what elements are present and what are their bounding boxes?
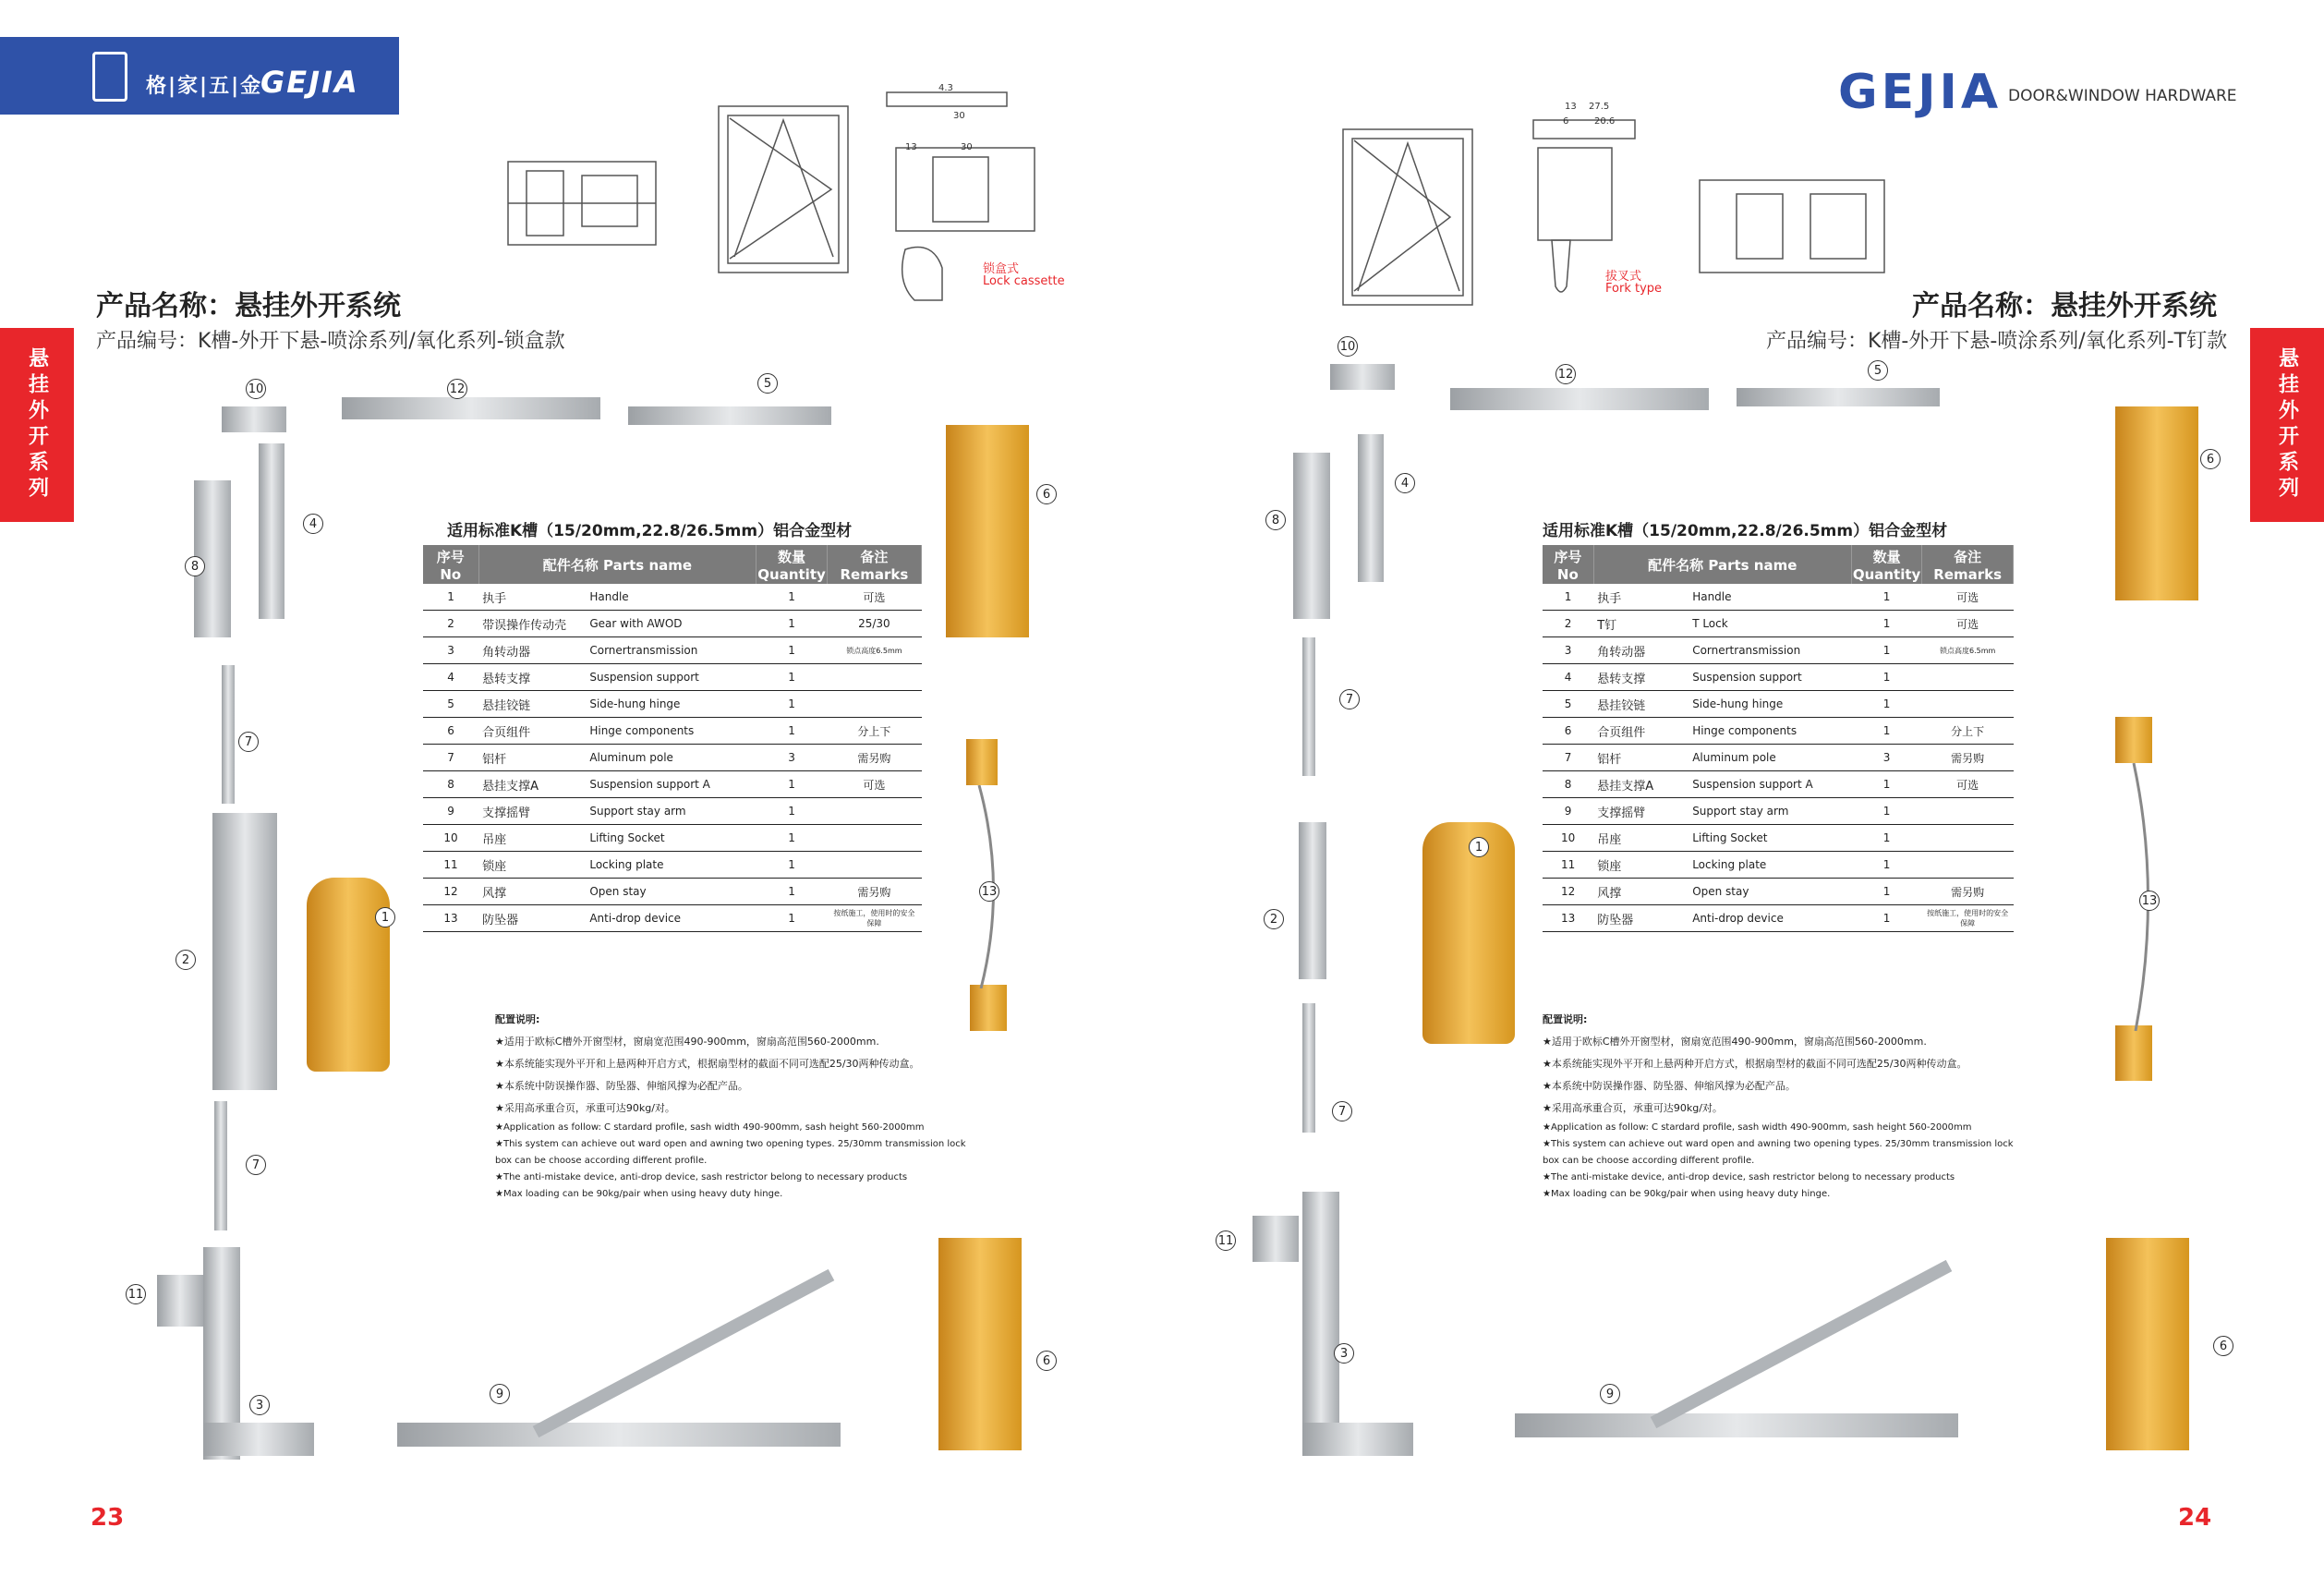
note-line: ★采用高承重合页，承重可达90kg/对。 bbox=[495, 1102, 675, 1114]
cell-qty: 1 bbox=[757, 905, 827, 932]
brand-logo-right: GEJIA bbox=[1838, 65, 2003, 120]
cell-name-en: Hinge components bbox=[1689, 718, 1851, 745]
callout-9: 9 bbox=[1600, 1384, 1620, 1404]
cell-qty: 1 bbox=[757, 798, 827, 825]
drawing-note-cn: 拔叉式 bbox=[1605, 270, 1642, 284]
cell-name-cn: 支撑摇臂 bbox=[478, 798, 586, 825]
cell-qty: 1 bbox=[1851, 852, 1921, 879]
cell-remarks: 需另购 bbox=[827, 879, 921, 905]
cell-remarks bbox=[1922, 825, 2014, 852]
table-row bbox=[1543, 879, 2014, 905]
cell-remarks: 按纸施工，使用时的安全保障 bbox=[1922, 905, 2014, 932]
dim-label: 13 bbox=[1565, 102, 1577, 112]
table-row bbox=[423, 798, 922, 825]
hinge-components-image bbox=[938, 1238, 1022, 1450]
note-line-en: ★The anti-mistake device, anti-drop device, sash restrictor belong to necessary products bbox=[1543, 1172, 1955, 1182]
callout-11: 11 bbox=[1216, 1230, 1236, 1251]
cell-name-cn: 风撑 bbox=[478, 879, 586, 905]
technical-drawing-right bbox=[1330, 92, 1921, 333]
note-line: ★采用高承重合页，承重可达90kg/对。 bbox=[1543, 1102, 1723, 1114]
spec-title-right: 适用标准K槽（15/20mm,22.8/26.5mm）铝合金型材 bbox=[1543, 522, 1948, 540]
note-line: ★本系统能实现外平开和上悬两种开启方式，根据扇型材的截面不同可选配25/30两种传动盒。 bbox=[1543, 1058, 1967, 1070]
parts-table-left bbox=[423, 545, 922, 932]
cell-no: 7 bbox=[1543, 745, 1593, 771]
cell-no: 13 bbox=[423, 905, 478, 932]
col-name: 配件名称 Parts name bbox=[478, 545, 757, 584]
note-line: ★本系统能实现外平开和上悬两种开启方式，根据扇型材的截面不同可选配25/30两种传动盒。 bbox=[495, 1058, 920, 1070]
cell-name-en: Suspension support A bbox=[1689, 771, 1851, 798]
cell-no: 1 bbox=[423, 584, 478, 611]
cell-remarks bbox=[1922, 798, 2014, 825]
cell-name-en: T Lock bbox=[1689, 611, 1851, 637]
note-line-en: ★This system can achieve out ward open and awning two opening types. 25/30mm transmission lock box can be choose according different profile. bbox=[1543, 1139, 2014, 1166]
table-row bbox=[423, 637, 922, 664]
gear-awod-image bbox=[212, 813, 277, 1090]
cell-name-en: Locking plate bbox=[1689, 852, 1851, 879]
cell-qty: 1 bbox=[1851, 771, 1921, 798]
page-number-left: 23 bbox=[91, 1504, 125, 1532]
suspension-support-a-image bbox=[1293, 453, 1330, 619]
callout-5: 5 bbox=[757, 373, 778, 394]
cell-name-cn: 执手 bbox=[1593, 584, 1689, 611]
cell-name-cn: 锁座 bbox=[1593, 852, 1689, 879]
cell-name-en: Lifting Socket bbox=[1689, 825, 1851, 852]
cell-name-cn: 执手 bbox=[478, 584, 586, 611]
note-line-en: ★This system can achieve out ward open and awning two opening types. 25/30mm transmission lock box can be choose according different profile. bbox=[495, 1139, 966, 1166]
cell-remarks: 锁点高度6.5mm bbox=[827, 637, 921, 664]
cell-remarks: 可选 bbox=[1922, 771, 2014, 798]
table-row bbox=[1543, 637, 2014, 664]
spec-title-left: 适用标准K槽（15/20mm,22.8/26.5mm）铝合金型材 bbox=[447, 522, 853, 540]
logo-en: GEJIA bbox=[260, 65, 359, 100]
callout-7: 7 bbox=[246, 1155, 266, 1175]
config-notes-left bbox=[495, 1009, 975, 1203]
page-title-right: 产品名称：悬挂外开系统 bbox=[1912, 290, 2217, 322]
callout-12: 12 bbox=[447, 379, 467, 399]
support-stay-arm-link bbox=[1635, 1256, 1967, 1432]
aluminum-pole-image bbox=[1302, 637, 1315, 776]
col-qty: 数量 Quantity bbox=[757, 545, 827, 584]
aluminum-pole-image bbox=[214, 1101, 227, 1230]
callout-13: 13 bbox=[2139, 891, 2160, 911]
cell-qty: 3 bbox=[757, 745, 827, 771]
cell-name-en: Open stay bbox=[1689, 879, 1851, 905]
aluminum-pole-image bbox=[222, 665, 235, 804]
dim-label: 30 bbox=[961, 142, 973, 152]
col-qty: 数量 Quantity bbox=[1851, 545, 1921, 584]
dim-label: 6 bbox=[1563, 116, 1569, 127]
cell-name-en: Locking plate bbox=[586, 852, 756, 879]
table-row bbox=[423, 745, 922, 771]
cell-no: 10 bbox=[423, 825, 478, 852]
callout-9: 9 bbox=[490, 1384, 510, 1404]
table-row bbox=[1543, 718, 2014, 745]
callout-6: 6 bbox=[1036, 1351, 1057, 1371]
cell-no: 4 bbox=[423, 664, 478, 691]
page-number-right: 24 bbox=[2178, 1504, 2212, 1532]
cell-no: 7 bbox=[423, 745, 478, 771]
col-remarks: 备注 Remarks bbox=[1922, 545, 2014, 584]
callout-6: 6 bbox=[2200, 449, 2221, 469]
callout-12: 12 bbox=[1555, 364, 1576, 384]
cell-no: 12 bbox=[1543, 879, 1593, 905]
callout-3: 3 bbox=[1334, 1343, 1354, 1364]
note-line: ★适用于欧标C槽外开窗型材，窗扇宽范围490-900mm，窗扇高范围560-2000mm. bbox=[495, 1036, 879, 1048]
callout-4: 4 bbox=[1395, 473, 1415, 493]
cell-qty: 1 bbox=[1851, 798, 1921, 825]
cell-no: 8 bbox=[423, 771, 478, 798]
dim-label: 27.5 bbox=[1589, 102, 1610, 112]
cell-no: 2 bbox=[1543, 611, 1593, 637]
table-row bbox=[423, 691, 922, 718]
callout-13: 13 bbox=[979, 881, 999, 902]
cell-qty: 1 bbox=[757, 637, 827, 664]
table-row bbox=[423, 825, 922, 852]
open-stay-image bbox=[1450, 388, 1709, 410]
callout-2: 2 bbox=[176, 950, 196, 970]
cell-qty: 1 bbox=[1851, 664, 1921, 691]
cell-no: 11 bbox=[423, 852, 478, 879]
cell-no: 6 bbox=[1543, 718, 1593, 745]
cell-name-cn: 铝杆 bbox=[478, 745, 586, 771]
hinge-components-image bbox=[946, 425, 1029, 637]
cell-name-en: Aluminum pole bbox=[1689, 745, 1851, 771]
notes-heading: 配置说明: bbox=[495, 1013, 540, 1025]
cell-remarks: 可选 bbox=[827, 771, 921, 798]
cell-name-en: Open stay bbox=[586, 879, 756, 905]
note-line-en: ★Max loading can be 90kg/pair when using heavy duty hinge. bbox=[495, 1189, 783, 1199]
note-line-en: ★Application as follow: C stardard profile, sash width 490-900mm, sash height 560-2000mm bbox=[1543, 1122, 1972, 1133]
callout-5: 5 bbox=[1868, 360, 1888, 381]
brand-subtitle: DOOR&WINDOW HARDWARE bbox=[2008, 87, 2237, 105]
anti-drop-device-image bbox=[966, 739, 998, 785]
cell-remarks bbox=[827, 825, 921, 852]
cell-qty: 1 bbox=[1851, 691, 1921, 718]
cell-qty: 1 bbox=[757, 771, 827, 798]
cell-no: 13 bbox=[1543, 905, 1593, 932]
logo-cn: 格|家|五|金 bbox=[146, 75, 263, 98]
cell-name-en: Cornertransmission bbox=[586, 637, 756, 664]
cell-qty: 3 bbox=[1851, 745, 1921, 771]
table-row bbox=[423, 611, 922, 637]
cell-no: 9 bbox=[423, 798, 478, 825]
side-hung-hinge-image bbox=[628, 406, 831, 425]
cell-remarks bbox=[1922, 852, 2014, 879]
callout-4: 4 bbox=[303, 514, 323, 534]
cell-qty: 1 bbox=[757, 718, 827, 745]
cell-name-en: Support stay arm bbox=[1689, 798, 1851, 825]
cell-remarks: 需另购 bbox=[1922, 879, 2014, 905]
callout-10: 10 bbox=[246, 379, 266, 399]
table-row bbox=[1543, 905, 2014, 932]
cell-qty: 1 bbox=[757, 691, 827, 718]
callout-3: 3 bbox=[249, 1395, 270, 1415]
table-row bbox=[1543, 798, 2014, 825]
cell-name-en: Suspension support A bbox=[586, 771, 756, 798]
cell-no: 8 bbox=[1543, 771, 1593, 798]
suspension-support-image bbox=[259, 443, 284, 619]
callout-2: 2 bbox=[1264, 909, 1284, 929]
callout-7: 7 bbox=[1332, 1101, 1352, 1121]
drawing-note-en: Lock cassette bbox=[983, 274, 1065, 288]
cell-qty: 1 bbox=[1851, 879, 1921, 905]
cell-remarks: 可选 bbox=[827, 584, 921, 611]
cell-remarks: 锁点高度6.5mm bbox=[1922, 637, 2014, 664]
cell-no: 3 bbox=[423, 637, 478, 664]
suspension-support-image bbox=[1358, 434, 1384, 582]
cell-no: 6 bbox=[423, 718, 478, 745]
cell-name-cn: 悬挂铰链 bbox=[478, 691, 586, 718]
dim-label: 13 bbox=[905, 142, 917, 152]
locking-plate-image bbox=[157, 1275, 203, 1327]
col-name: 配件名称 Parts name bbox=[1593, 545, 1851, 584]
anti-drop-device-image bbox=[970, 985, 1007, 1031]
cell-remarks bbox=[827, 798, 921, 825]
callout-1: 1 bbox=[1469, 837, 1489, 857]
t-lock-image bbox=[1299, 822, 1326, 979]
cell-qty: 1 bbox=[757, 664, 827, 691]
table-row bbox=[1543, 825, 2014, 852]
cell-no: 10 bbox=[1543, 825, 1593, 852]
cell-no: 5 bbox=[423, 691, 478, 718]
table-row bbox=[1543, 771, 2014, 798]
cell-remarks: 需另购 bbox=[827, 745, 921, 771]
cell-name-en: Gear with AWOD bbox=[586, 611, 756, 637]
cell-remarks: 25/30 bbox=[827, 611, 921, 637]
side-tab-right: 悬挂外开系列 bbox=[2250, 328, 2324, 522]
cell-name-en: Handle bbox=[586, 584, 756, 611]
anti-drop-device-image bbox=[2115, 717, 2152, 763]
callout-11: 11 bbox=[126, 1284, 146, 1304]
corner-transmission-image bbox=[1302, 1192, 1339, 1450]
cell-name-en: Lifting Socket bbox=[586, 825, 756, 852]
note-line-en: ★The anti-mistake device, anti-drop device, sash restrictor belong to necessary products bbox=[495, 1172, 908, 1182]
table-row bbox=[1543, 611, 2014, 637]
cell-name-cn: 风撑 bbox=[1593, 879, 1689, 905]
table-row bbox=[1543, 852, 2014, 879]
cell-no: 5 bbox=[1543, 691, 1593, 718]
cell-qty: 1 bbox=[1851, 637, 1921, 664]
cell-name-en: Anti-drop device bbox=[1689, 905, 1851, 932]
brand-header-left bbox=[0, 37, 399, 115]
table-row bbox=[1543, 745, 2014, 771]
table-header-row bbox=[1543, 545, 2014, 584]
cell-no: 3 bbox=[1543, 637, 1593, 664]
cell-qty: 1 bbox=[1851, 584, 1921, 611]
side-tab-left: 悬挂外开系列 bbox=[0, 328, 74, 522]
table-row bbox=[1543, 584, 2014, 611]
cell-name-cn: 角转动器 bbox=[478, 637, 586, 664]
locking-plate-image bbox=[1253, 1216, 1299, 1262]
cell-name-en: Anti-drop device bbox=[586, 905, 756, 932]
anti-drop-device-image bbox=[2115, 1025, 2152, 1081]
notes-heading: 配置说明: bbox=[1543, 1013, 1588, 1025]
cell-name-en: Suspension support bbox=[1689, 664, 1851, 691]
table-row bbox=[423, 905, 922, 932]
cell-no: 11 bbox=[1543, 852, 1593, 879]
col-remarks: 备注 Remarks bbox=[827, 545, 921, 584]
dim-label: 20.6 bbox=[1594, 116, 1616, 127]
cell-remarks: 可选 bbox=[1922, 584, 2014, 611]
table-row bbox=[423, 852, 922, 879]
callout-1: 1 bbox=[375, 907, 395, 927]
cell-remarks bbox=[827, 691, 921, 718]
note-line-en: ★Max loading can be 90kg/pair when using heavy duty hinge. bbox=[1543, 1189, 1831, 1199]
dim-label: 30 bbox=[953, 111, 965, 121]
note-line-en: ★Application as follow: C stardard profile, sash width 490-900mm, sash height 560-2000mm bbox=[495, 1122, 925, 1133]
product-code-left: 产品编号：K槽-外开下悬-喷涂系列/氧化系列-锁盒款 bbox=[96, 330, 565, 353]
cell-no: 9 bbox=[1543, 798, 1593, 825]
table-row bbox=[423, 718, 922, 745]
cell-name-cn: 防坠器 bbox=[478, 905, 586, 932]
parts-table-right bbox=[1543, 545, 2014, 932]
cell-no: 2 bbox=[423, 611, 478, 637]
cell-name-cn: 合页组件 bbox=[478, 718, 586, 745]
cell-name-en: Side-hung hinge bbox=[586, 691, 756, 718]
callout-6: 6 bbox=[1036, 484, 1057, 504]
callout-6: 6 bbox=[2213, 1336, 2233, 1356]
cell-remarks bbox=[827, 664, 921, 691]
note-line: ★适用于欧标C槽外开窗型材，窗扇宽范围490-900mm，窗扇高范围560-2000mm. bbox=[1543, 1036, 1927, 1048]
open-stay-image bbox=[342, 397, 600, 419]
table-row bbox=[423, 664, 922, 691]
table-row bbox=[423, 771, 922, 798]
corner-transmission-image bbox=[1302, 1423, 1413, 1456]
cell-qty: 1 bbox=[757, 584, 827, 611]
cell-remarks: 分上下 bbox=[1922, 718, 2014, 745]
cell-remarks: 可选 bbox=[1922, 611, 2014, 637]
cell-remarks: 分上下 bbox=[827, 718, 921, 745]
hinge-components-image bbox=[2106, 1238, 2189, 1450]
cell-name-cn: 吊座 bbox=[1593, 825, 1689, 852]
callout-7: 7 bbox=[238, 732, 259, 752]
cell-name-cn: 吊座 bbox=[478, 825, 586, 852]
cell-qty: 1 bbox=[757, 611, 827, 637]
cell-remarks bbox=[827, 852, 921, 879]
aluminum-pole-image bbox=[1302, 1003, 1315, 1133]
note-line: ★本系统中防误操作器、防坠器、伸缩风撑为必配产品。 bbox=[495, 1080, 748, 1092]
product-code-right: 产品编号：K槽-外开下悬-喷涂系列/氧化系列-T钉款 bbox=[1766, 330, 2228, 353]
cell-name-en: Aluminum pole bbox=[586, 745, 756, 771]
col-no: 序号 No bbox=[423, 545, 478, 584]
page-title-left: 产品名称：悬挂外开系统 bbox=[96, 290, 401, 322]
cell-name-cn: 带误操作传动壳 bbox=[478, 611, 586, 637]
cell-name-en: Cornertransmission bbox=[1689, 637, 1851, 664]
table-header-row bbox=[423, 545, 922, 584]
corner-transmission-image bbox=[203, 1423, 314, 1456]
cell-name-cn: 悬挂铰链 bbox=[1593, 691, 1689, 718]
hinge-components-image bbox=[2115, 406, 2198, 600]
logo-icon bbox=[92, 52, 127, 102]
cell-remarks: 需另购 bbox=[1922, 745, 2014, 771]
cell-name-en: Handle bbox=[1689, 584, 1851, 611]
dim-label: 4.3 bbox=[938, 83, 953, 93]
cell-name-cn: 支撑摇臂 bbox=[1593, 798, 1689, 825]
cell-no: 12 bbox=[423, 879, 478, 905]
cell-name-en: Side-hung hinge bbox=[1689, 691, 1851, 718]
cell-name-cn: 悬转支撑 bbox=[478, 664, 586, 691]
drawing-note-cn: 锁盒式 bbox=[983, 262, 1020, 276]
cell-qty: 1 bbox=[757, 879, 827, 905]
cell-name-cn: 悬挂支撑A bbox=[478, 771, 586, 798]
config-notes-right bbox=[1543, 1009, 2023, 1203]
side-hung-hinge-image bbox=[1737, 388, 1940, 406]
cell-qty: 1 bbox=[1851, 825, 1921, 852]
cell-remarks bbox=[1922, 664, 2014, 691]
callout-8: 8 bbox=[185, 556, 205, 576]
cell-remarks: 按纸施工，使用时的安全保障 bbox=[827, 905, 921, 932]
col-no: 序号 No bbox=[1543, 545, 1593, 584]
cell-name-cn: 合页组件 bbox=[1593, 718, 1689, 745]
lifting-socket-image bbox=[1330, 364, 1395, 390]
cell-name-cn: 铝杆 bbox=[1593, 745, 1689, 771]
support-stay-arm-link bbox=[517, 1266, 850, 1441]
table-row bbox=[423, 584, 922, 611]
cell-name-cn: 悬转支撑 bbox=[1593, 664, 1689, 691]
callout-7: 7 bbox=[1339, 689, 1360, 709]
callout-8: 8 bbox=[1265, 510, 1286, 530]
cell-no: 4 bbox=[1543, 664, 1593, 691]
cell-name-en: Suspension support bbox=[586, 664, 756, 691]
note-line: ★本系统中防误操作器、防坠器、伸缩风撑为必配产品。 bbox=[1543, 1080, 1796, 1092]
cell-name-cn: T钉 bbox=[1593, 611, 1689, 637]
drawing-note-en: Fork type bbox=[1605, 282, 1663, 296]
cell-name-cn: 防坠器 bbox=[1593, 905, 1689, 932]
lifting-socket-image bbox=[222, 406, 286, 432]
callout-10: 10 bbox=[1338, 336, 1358, 357]
cell-name-en: Hinge components bbox=[586, 718, 756, 745]
cell-name-en: Support stay arm bbox=[586, 798, 756, 825]
cell-qty: 1 bbox=[1851, 718, 1921, 745]
table-row bbox=[1543, 691, 2014, 718]
table-row bbox=[423, 879, 922, 905]
cell-no: 1 bbox=[1543, 584, 1593, 611]
handle-image bbox=[307, 878, 390, 1072]
cell-qty: 1 bbox=[757, 852, 827, 879]
table-row bbox=[1543, 664, 2014, 691]
cell-qty: 1 bbox=[1851, 905, 1921, 932]
handle-image bbox=[1422, 822, 1515, 1044]
cell-name-cn: 锁座 bbox=[478, 852, 586, 879]
cell-qty: 1 bbox=[757, 825, 827, 852]
cell-name-cn: 悬挂支撑A bbox=[1593, 771, 1689, 798]
cell-name-cn: 角转动器 bbox=[1593, 637, 1689, 664]
cell-remarks bbox=[1922, 691, 2014, 718]
cell-qty: 1 bbox=[1851, 611, 1921, 637]
